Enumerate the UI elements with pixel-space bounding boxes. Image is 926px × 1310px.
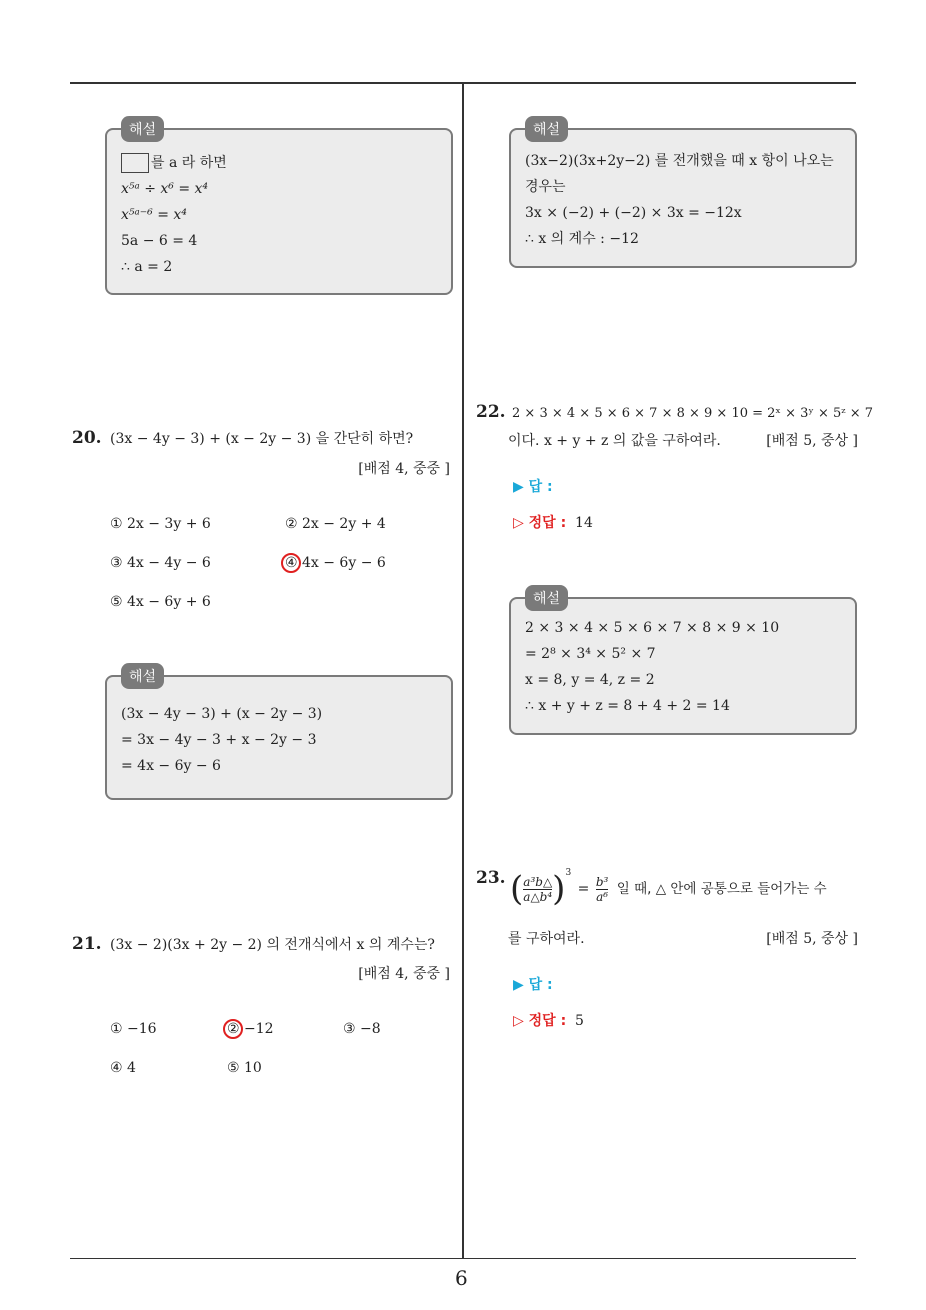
score-label: [배점 4, 중중 ] [358, 461, 450, 477]
choice-1[interactable]: ① 2x − 3y + 6 [110, 516, 211, 532]
correct-answer-label: ▷ 정답 : [513, 515, 567, 531]
left-paren: ( [510, 869, 524, 909]
exponent: 3 [565, 868, 572, 878]
choice-4[interactable]: ④ 4x − 6y − 6 [285, 555, 386, 571]
solution-line: = 3x − 4y − 3 + x − 2y − 3 [121, 732, 317, 748]
answer-label: ▶ 답 : [513, 977, 553, 993]
page-number: 6 [455, 1266, 468, 1290]
correct-answer-row [513, 1010, 584, 1030]
choice-2[interactable]: ② 2x − 2y + 4 [285, 516, 386, 532]
choice-2[interactable]: ② −12 [227, 1021, 274, 1037]
solution-line: ∴ a = 2 [121, 259, 173, 275]
solution-tag: 해설 [121, 663, 164, 689]
solution-box-20 [105, 669, 453, 800]
solution-line: 3x × (−2) + (−2) × 3x = −12x [525, 205, 742, 221]
footer-rule [70, 1258, 856, 1259]
solution-line: 경우는 [525, 179, 566, 195]
question-text: (3x − 4y − 3) + (x − 2y − 3) 을 간단히 하면? [110, 431, 414, 447]
question-21 [72, 934, 452, 954]
solution-line: x = 8, y = 4, z = 2 [525, 672, 655, 688]
solution-box-21 [509, 122, 857, 268]
solution-line: 5a − 6 = 4 [121, 233, 198, 249]
correct-answer-value: 14 [575, 515, 593, 531]
solution-line: = 4x − 6y − 6 [121, 758, 221, 774]
question-text: (3x − 2)(3x + 2y − 2) 의 전개식에서 x 의 계수는? [110, 937, 435, 953]
question-number: 22. [476, 402, 506, 422]
choice-5[interactable]: ⑤ 4x − 6y + 6 [110, 594, 211, 610]
question-text-line2: 이다. x + y + z 의 값을 구하여라. [508, 433, 721, 449]
fraction-lhs: $\frac{\text{a³b△}}{\text{a△b⁴}}$ [523, 874, 553, 904]
solution-line: x⁵ᵃ⁻⁶ = x⁴ [121, 207, 187, 223]
choice-1[interactable]: ① −16 [110, 1021, 157, 1037]
blank-box [121, 153, 149, 173]
correct-answer-value: 5 [575, 1013, 584, 1029]
column-divider [462, 84, 464, 1258]
right-paren: ) [552, 869, 566, 909]
choice-3[interactable]: ③ 4x − 4y − 6 [110, 555, 211, 571]
solution-line: 를 a 라 하면 [121, 150, 441, 176]
solution-tag: 해설 [525, 585, 568, 611]
solution-line: ∴ x 의 계수 : −12 [525, 231, 639, 247]
question-text: 일 때, △ 안에 공통으로 들어가는 수 [616, 881, 827, 897]
question-number: 21. [72, 934, 102, 954]
question-20 [72, 428, 452, 448]
solution-line: x⁵ᵃ ÷ x⁶ = x⁴ [121, 181, 209, 197]
solution-box-22 [509, 591, 857, 735]
score-label: [배점 4, 중중 ] [358, 966, 450, 982]
solution-line: (3x − 4y − 3) + (x − 2y − 3) [121, 706, 323, 722]
question-text-line2: 를 구하여라. [508, 931, 585, 947]
choice-4[interactable]: ④ 4 [110, 1060, 136, 1076]
solution-tag: 해설 [525, 116, 568, 142]
answer-label: ▶ 답 : [513, 479, 553, 495]
solution-line: = 2⁸ × 3⁴ × 5² × 7 [525, 646, 656, 662]
solution-line: ∴ x + y + z = 8 + 4 + 2 = 14 [525, 698, 730, 714]
correct-answer-row [513, 512, 593, 532]
solution-tag: 해설 [121, 116, 164, 142]
question-22 [476, 402, 874, 422]
correct-answer-label: ▷ 정답 : [513, 1013, 567, 1029]
fraction-rhs: $\frac{\text{b³}}{\text{a⁶}}$ [595, 874, 609, 904]
question-number: 20. [72, 428, 102, 448]
solution-line: (3x−2)(3x+2y−2) 를 전개했을 때 x 항이 나오는 [525, 153, 834, 169]
score-label: [배점 5, 중상 ] [766, 433, 858, 449]
solution-box-19 [105, 122, 453, 295]
question-number: 23. [476, 868, 506, 888]
equals-sign: = [577, 881, 590, 897]
question-23 [476, 868, 860, 909]
choice-3[interactable]: ③ −8 [343, 1021, 381, 1037]
score-label: [배점 5, 중상 ] [766, 931, 858, 947]
solution-line: 2 × 3 × 4 × 5 × 6 × 7 × 8 × 9 × 10 [525, 620, 780, 636]
question-text-line1: 2 × 3 × 4 × 5 × 6 × 7 × 8 × 9 × 10 = 2ˣ × 3ʸ × 5ᶻ × 7 [512, 406, 874, 421]
choice-5[interactable]: ⑤ 10 [227, 1060, 262, 1076]
